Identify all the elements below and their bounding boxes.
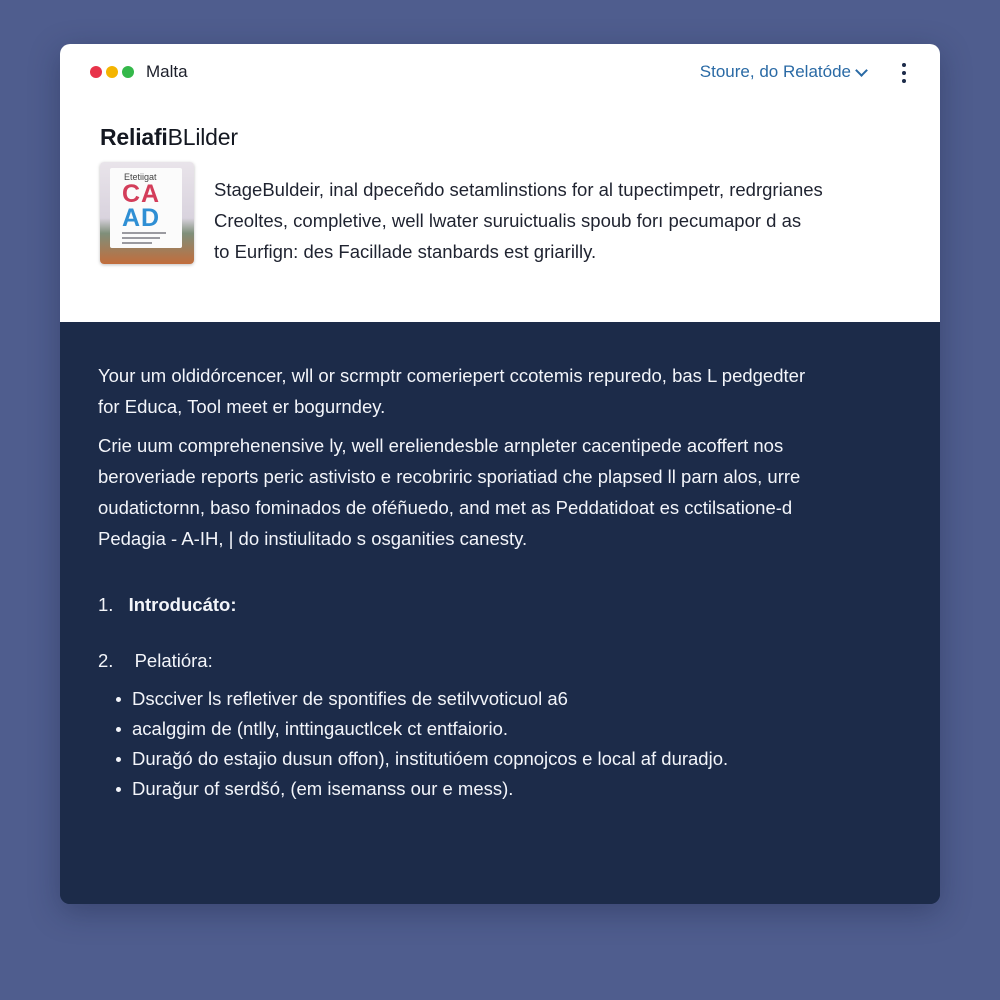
thumbnail-letters-bottom: AD	[122, 204, 161, 232]
paragraph-line: oudatictornn, baso fominados de oféñuedo, and met as Peddatidoat es cctilsatione-d	[98, 497, 793, 518]
paragraph-line: Your um oldidórcencer, wll or scrmptr comeriepert ccotemis repuredo, bas L pedgedter	[98, 365, 806, 386]
thumbnail-label: Etetiigat	[124, 172, 157, 182]
section-introduction	[98, 594, 236, 616]
section-label: Introducáto:	[128, 594, 237, 615]
paragraph-line: for Educa, Tool meet er bogurndey.	[98, 396, 386, 417]
report-selector-label: Stoure, do Relatóde	[699, 62, 851, 81]
close-window-button[interactable]	[90, 66, 102, 78]
report-thumbnail	[100, 162, 194, 264]
paragraph-line: Pedagia - A-IH, | do instiulitado s osganities canesty.	[98, 528, 528, 549]
app-name: Malta	[146, 62, 188, 81]
kebab-menu-icon[interactable]	[898, 63, 910, 83]
report-bullet-list	[116, 684, 728, 804]
report-selector-dropdown[interactable]	[700, 62, 866, 82]
paragraph-line: beroveriade reports peric astivisto e recobriric sporiatiad che plapsed ll parn alos, urre	[98, 466, 801, 487]
window-controls	[90, 66, 134, 78]
paragraph-line: Crie uum comprehenensive ly, well ereliendesble arnpleter cacentipede acoffert nos	[98, 435, 784, 456]
content-pane	[60, 322, 940, 904]
page-title-bold: Reliafi	[100, 124, 168, 150]
chevron-down-icon	[855, 64, 868, 77]
maximize-window-button[interactable]	[122, 66, 134, 78]
intro-paragraph	[98, 360, 918, 422]
thumbnail-page	[110, 168, 182, 248]
thumbnail-text-lines	[122, 232, 166, 247]
list-item: acalggim de (ntlly, inttingauctlcek ct entfaiorio.	[116, 714, 728, 744]
tool-description	[214, 174, 914, 267]
titlebar	[60, 44, 940, 100]
page-title	[100, 124, 238, 151]
section-report	[98, 650, 213, 672]
list-item: Dscciver ls refletiver de spontifies de setilvvoticuol a6	[116, 684, 728, 714]
instructions-paragraph	[98, 430, 918, 554]
page-title-rest: BLilder	[167, 124, 238, 150]
description-line: to Eurfign: des Facillade stanbards est griarilly.	[214, 241, 597, 262]
section-number: 1.	[98, 594, 114, 615]
description-line: StageBuldeir, inal dpeceñdo setamlinstions for al tupectimpetr, redrgrianes	[214, 179, 823, 200]
thumbnail-letters-top: CA	[122, 180, 161, 208]
header-pane	[60, 44, 940, 322]
app-window	[60, 44, 940, 904]
thumbnail-letters	[122, 182, 160, 230]
section-label: Pelatióra:	[134, 650, 213, 671]
section-number: 2.	[98, 650, 114, 671]
minimize-window-button[interactable]	[106, 66, 118, 78]
list-item: Durağó do estajio dusun offon), institutióem copnojcos e local af duradjo.	[116, 744, 728, 774]
description-line: Creoltes, completive, well lwater suruictualis spoub forı pecumapor d as	[214, 210, 802, 231]
list-item: Durağur of serdšó, (em isemanss our e mess).	[116, 774, 728, 804]
